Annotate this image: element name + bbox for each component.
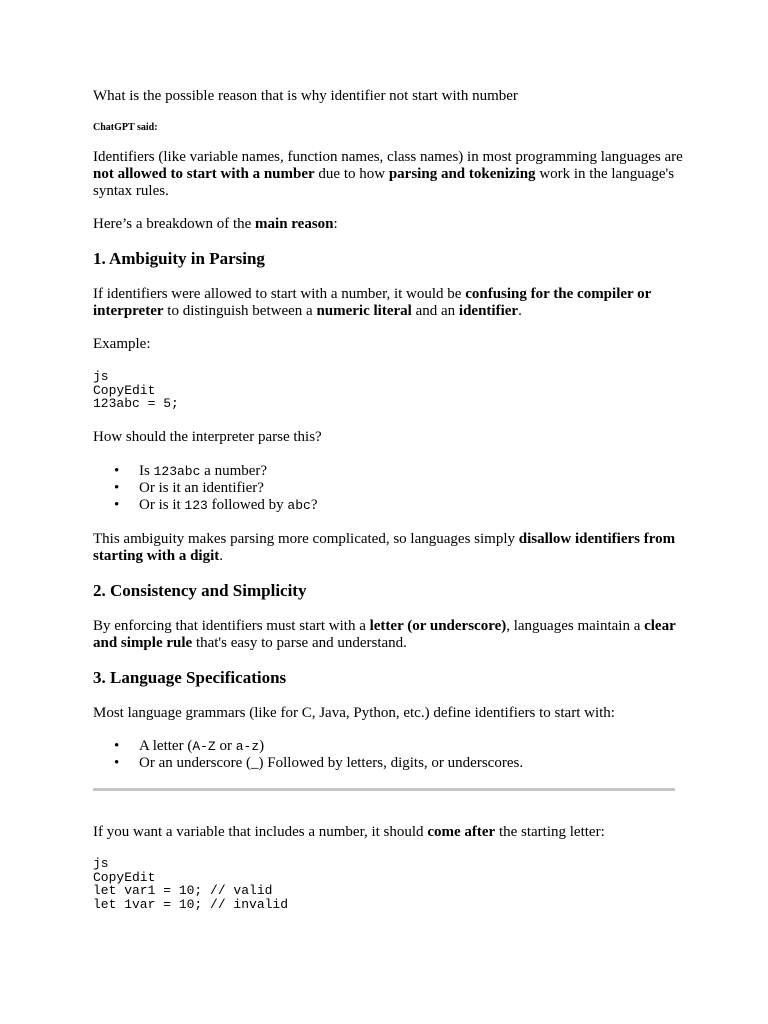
intro-text-1: Identifiers (like variable names, function names, class names) in most programming languages are <box>93 149 683 165</box>
inline-code: a-z <box>235 739 260 754</box>
inline-code: abc <box>287 498 311 513</box>
code-block-2: js CopyEdit let var1 = 10; // valid let 1var = 10; // invalid <box>93 856 289 912</box>
closing-text-2: the starting letter: <box>495 824 605 840</box>
bullet-text: or <box>215 738 236 754</box>
intro-bold-2: parsing and tokenizing <box>388 166 536 182</box>
bullet-text: followed by <box>207 497 288 513</box>
section2-paragraph <box>93 618 683 652</box>
code-block-1: js CopyEdit 123abc = 5; <box>93 369 179 411</box>
section3-paragraph: Most language grammars (like for C, Java, Python, etc.) define identifiers to start with: <box>93 705 615 721</box>
bullet-text: ) <box>259 738 265 754</box>
section3-heading: 3. Language Specifications <box>93 668 287 687</box>
list-item <box>93 480 317 497</box>
list-item <box>93 755 523 772</box>
user-question: What is the possible reason that is why identifier not start with number <box>93 88 518 104</box>
s1-text-4: . <box>518 303 522 319</box>
s2-text-3: that's easy to parse and understand. <box>192 635 407 651</box>
example-label: Example: <box>93 336 151 352</box>
breakdown-bold: main reason <box>255 216 334 232</box>
s1-bold-1: confusing for the compiler or interpreter <box>93 286 652 319</box>
s1-bold-2: numeric literal <box>316 303 412 319</box>
breakdown-paragraph <box>93 216 338 233</box>
bullet-text: a number? <box>200 463 268 479</box>
intro-bold-1: not allowed to start with a number <box>93 166 315 182</box>
list-item <box>93 497 317 514</box>
s1p2-bold: disallow identifiers from starting with a digit <box>93 531 676 564</box>
s1-text-1: If identifiers were allowed to start with a number, it would be <box>93 286 466 302</box>
s2-text-2: , languages maintain a <box>506 618 645 634</box>
bullet-text: ? <box>310 497 318 513</box>
intro-text-2: due to how <box>314 166 389 182</box>
intro-text-3: work in the language's syntax rules. <box>93 166 675 199</box>
s2-text-1: By enforcing that identifiers must start with a <box>93 618 370 634</box>
section1-heading: 1. Ambiguity in Parsing <box>93 249 265 268</box>
section1-paragraph-2 <box>93 531 683 565</box>
s1-text-2: to distinguish between a <box>163 303 317 319</box>
horizontal-divider <box>93 788 675 791</box>
section2-heading: 2. Consistency and Simplicity <box>93 581 307 600</box>
identifier-rules-list <box>93 738 523 772</box>
s2-bold-2: clear and simple rule <box>93 618 676 651</box>
breakdown-text-1: Here’s a breakdown of the <box>93 216 256 232</box>
section1-paragraph-1 <box>93 286 683 320</box>
bullet-text: A letter ( <box>139 738 193 754</box>
parse-options-list <box>93 463 317 514</box>
author-label: ChatGPT said: <box>93 122 158 133</box>
interpreter-question: How should the interpreter parse this? <box>93 429 322 445</box>
s1-bold-3: identifier <box>458 303 519 319</box>
s1p2-text-2: . <box>219 548 224 564</box>
s2-bold-1: letter (or underscore) <box>369 618 507 634</box>
intro-paragraph <box>93 149 693 200</box>
closing-paragraph <box>93 824 605 841</box>
bullet-text: Or is it an identifier? <box>139 480 264 496</box>
bullet-text: Or is it <box>139 497 185 513</box>
closing-text-1: If you want a variable that includes a number, it should <box>93 824 428 840</box>
bullet-text: Or an underscore (_) Followed by letters, digits, or underscores. <box>139 755 524 771</box>
list-item <box>93 738 523 755</box>
s1p2-text-1: This ambiguity makes parsing more complicated, so languages simply <box>93 531 519 547</box>
inline-code: A-Z <box>192 739 216 754</box>
closing-bold: come after <box>427 824 496 840</box>
breakdown-text-2: : <box>333 216 338 232</box>
bullet-text: Is <box>139 463 154 479</box>
s1-text-3: and an <box>411 303 459 319</box>
inline-code: 123abc <box>153 464 201 479</box>
inline-code: 123 <box>184 498 208 513</box>
list-item <box>93 463 317 480</box>
